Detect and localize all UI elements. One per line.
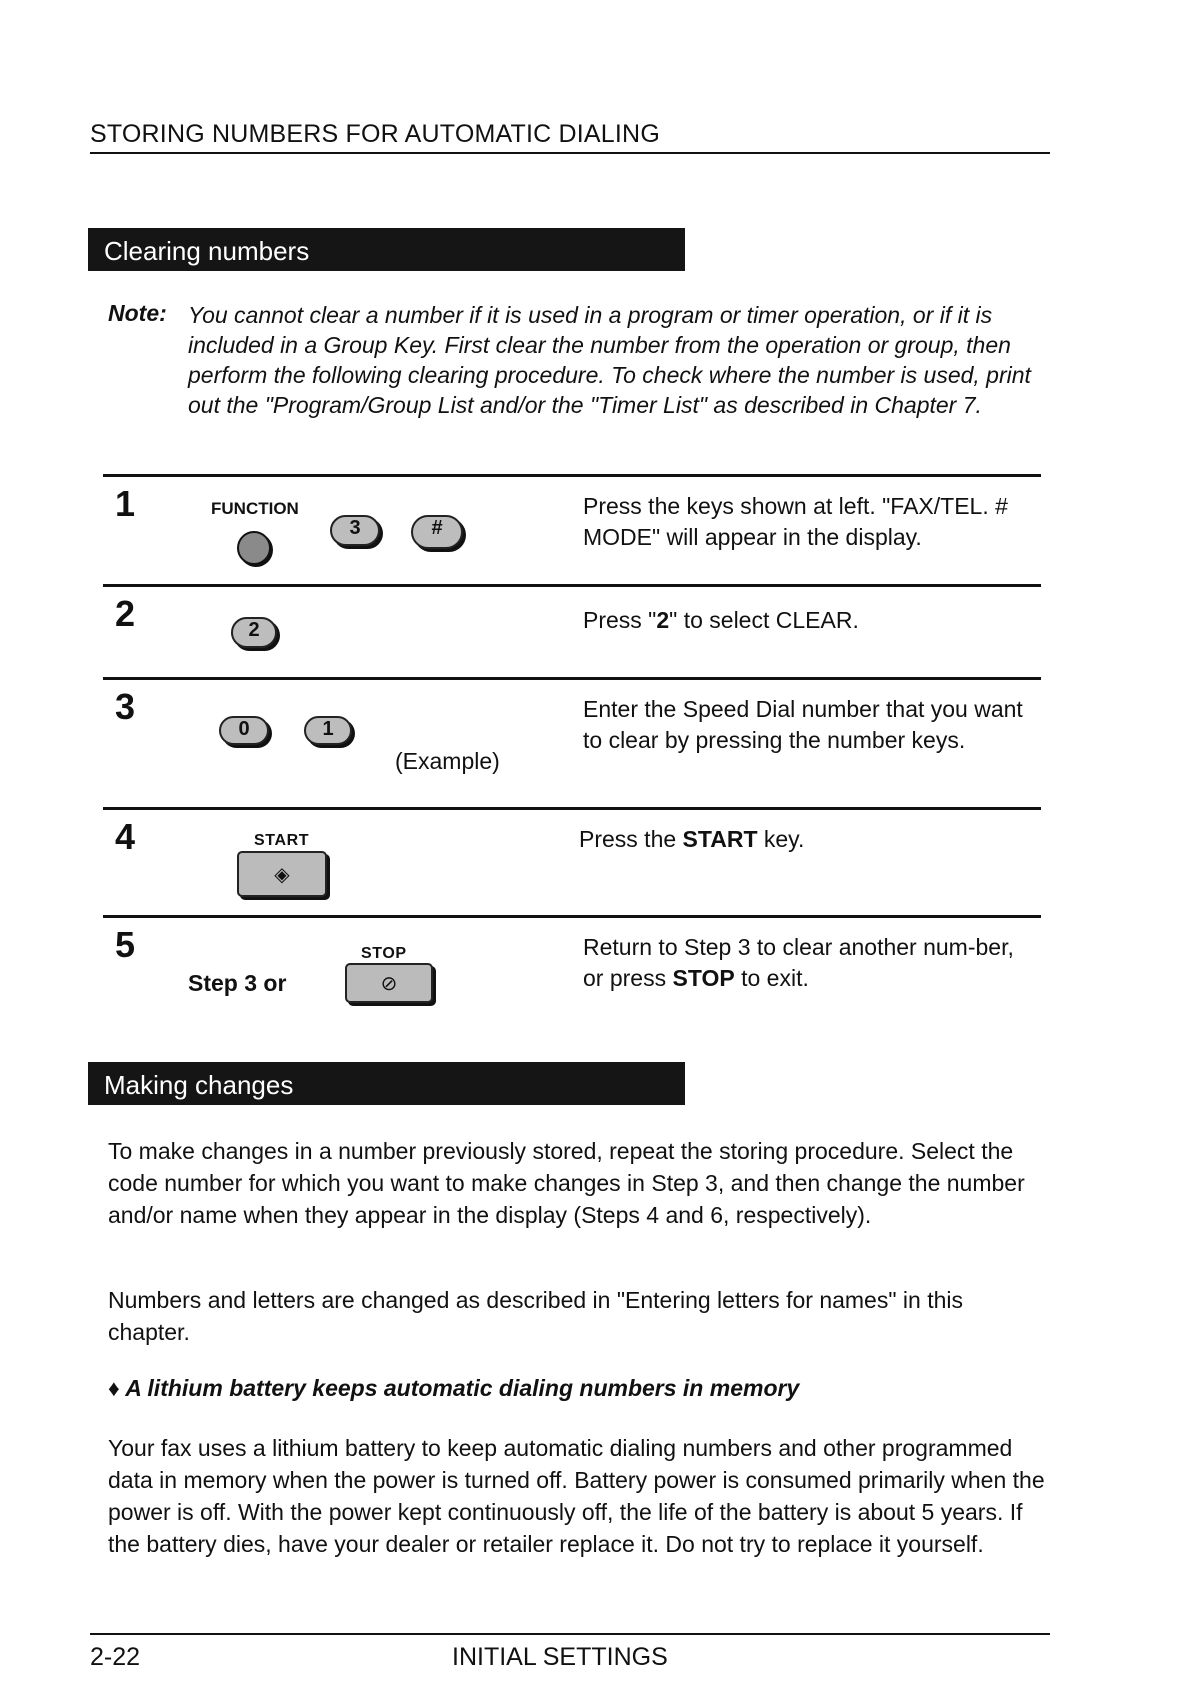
key-hash: # <box>411 515 463 549</box>
page-header <box>90 120 1050 154</box>
footer-rule <box>90 1633 1050 1635</box>
section-banner-clearing <box>88 228 685 271</box>
step-number: 2 <box>115 593 136 634</box>
key-3: 3 <box>330 515 380 546</box>
start-key <box>237 851 327 897</box>
step-1-text: Press the keys shown at left. "FAX/TEL. # MODE" will appear in the display. <box>583 493 1008 550</box>
changes-paragraph-2: Numbers and letters are changed as described in "Entering letters for names" in this chapter. <box>108 1287 963 1345</box>
page-title: STORING NUMBERS FOR AUTOMATIC DIALING <box>90 120 660 148</box>
battery-paragraph: Your fax uses a lithium battery to keep automatic dialing numbers and other programmed data in memory when the power is turned off. Battery power is consumed primarily when the power is off. With the power kept continuously off, the life of the battery is about 5 years. If the battery dies, have your dealer or retailer replace it. Do not try to replace it yourself. <box>108 1435 1045 1557</box>
page-number: 2-22 <box>90 1643 141 1671</box>
step-1 <box>103 474 1041 587</box>
key-2: 2 <box>231 617 277 648</box>
note-text: You cannot clear a number if it is used in a program or timer operation, or if it is included in a Group Key. First clear the number from the operation or group, then perform the following clearing procedure. To check where the number is used, print out the "Program/Group List and/or the "Timer List" as described in Chapter 7. <box>188 302 1031 418</box>
step-5-prefix: Step 3 or <box>188 970 287 996</box>
step-number: 4 <box>115 816 136 857</box>
changes-paragraph-1: To make changes in a number previously stored, repeat the storing procedure. Select the code number for which you want to make changes in Step 3, and then change the number and/or name when they appear in the display (Steps 4 and 6, respectively). <box>108 1138 1025 1228</box>
start-diamond-icon: ◈ <box>274 863 290 886</box>
section-title-making-changes: Making changes <box>104 1070 294 1100</box>
section-banner-making-changes <box>88 1062 685 1105</box>
stop-label: STOP <box>361 945 407 962</box>
step-number: 3 <box>115 686 136 727</box>
stop-key <box>345 963 433 1003</box>
step-3 <box>103 677 1041 810</box>
step-number: 1 <box>115 483 136 524</box>
stop-circle-icon: ⊘ <box>380 972 398 995</box>
function-label: FUNCTION <box>211 499 299 518</box>
start-label: START <box>254 832 310 849</box>
step-2-text: Press "2" to select CLEAR. <box>583 607 859 633</box>
function-key <box>237 531 271 565</box>
footer-section: INITIAL SETTINGS <box>452 1643 668 1671</box>
step-5-text: Return to Step 3 to clear another num-ber, or press STOP to exit. <box>583 934 1014 991</box>
step-5 <box>103 915 1041 1028</box>
example-label: (Example) <box>395 748 500 774</box>
key-0: 0 <box>219 716 269 745</box>
step-number: 5 <box>115 924 136 965</box>
note-label: Note: <box>108 300 167 326</box>
section-title-clearing: Clearing numbers <box>104 236 310 266</box>
key-1: 1 <box>304 716 352 745</box>
step-4 <box>103 807 1041 918</box>
note-block <box>108 300 1048 420</box>
step-4-text: Press the START key. <box>579 826 805 852</box>
step-3-text: Enter the Speed Dial number that you want to clear by pressing the number keys. <box>583 696 1023 753</box>
step-2 <box>103 584 1041 680</box>
battery-heading: ♦ A lithium battery keeps automatic dialing numbers in memory <box>108 1375 800 1401</box>
